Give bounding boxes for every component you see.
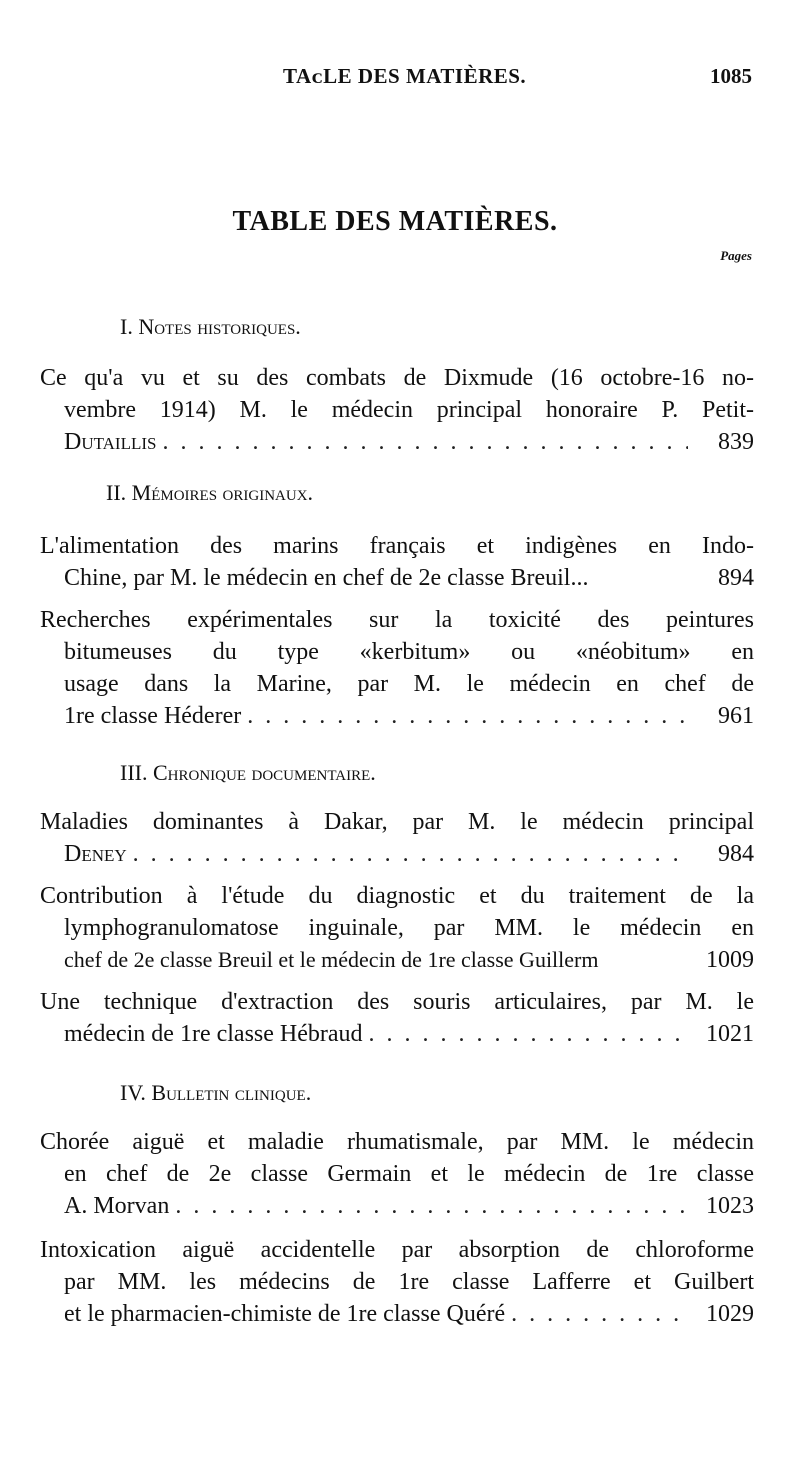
entry-line: 1re classe Héderer <box>64 703 242 729</box>
entry-page: 1009 <box>706 947 754 973</box>
section-heading-memoires-originaux <box>106 480 313 506</box>
dot-leader <box>162 426 688 458</box>
toc-entry <box>40 986 754 1050</box>
entry-line: en chef de 2e classe Germain et le médecin de 1re classe <box>64 1161 754 1187</box>
toc-entry <box>40 880 754 976</box>
entry-page: 1023 <box>706 1193 754 1219</box>
toc-entry <box>40 806 754 870</box>
entry-line: vembre 1914) M. le médecin principal honoraire P. Petit- <box>64 397 754 423</box>
section-numeral: I. <box>120 314 133 339</box>
toc-entry <box>40 1126 754 1222</box>
entry-page: 839 <box>718 429 754 455</box>
entry-line: lymphogranulomatose inguinale, par MM. le médecin en <box>64 915 754 941</box>
entry-line: Recherches expérimentales sur la toxicité des peintures <box>40 607 754 633</box>
entry-page: 961 <box>718 703 754 729</box>
entry-line: et le pharmacien-chimiste de 1re classe Quéré <box>64 1301 506 1327</box>
entry-line: Intoxication aiguë accidentelle par absorption de chloroforme <box>40 1237 754 1263</box>
entry-line: chef de 2e classe Breuil et le médecin de 1re classe Guillerm <box>64 947 599 972</box>
entry-line: bitumeuses du type «kerbitum» ou «néobitum» en <box>64 639 754 665</box>
entry-line: Maladies dominantes à Dakar, par M. le médecin principal <box>40 809 754 835</box>
dot-leader <box>511 1298 688 1330</box>
entry-page: 1021 <box>706 1021 754 1047</box>
entry-line: médecin de 1re classe Hébraud <box>64 1021 363 1047</box>
entry-line: Chine, par M. le médecin en chef de 2e classe Breuil... <box>64 565 589 591</box>
toc-entry <box>40 362 754 458</box>
entry-line: usage dans la Marine, par M. le médecin en chef de <box>64 671 754 697</box>
page-number: 1085 <box>710 64 752 88</box>
section-numeral: IV. <box>120 1080 146 1105</box>
entry-line: par MM. les médecins de 1re classe Lafferre et Guilbert <box>64 1269 754 1295</box>
pages-column-label: Pages <box>720 248 752 263</box>
page-title: TABLE DES MATIÈRES. <box>232 206 558 237</box>
entry-line: Chorée aiguë et maladie rhumatismale, par MM. le médecin <box>40 1129 754 1155</box>
entry-page: 984 <box>718 841 754 867</box>
section-title: Chronique documentaire. <box>152 760 376 785</box>
section-heading-chronique-documentaire <box>120 760 376 786</box>
dot-leader <box>175 1190 688 1222</box>
entry-page: 894 <box>718 565 754 591</box>
section-heading-notes-historiques <box>120 314 301 340</box>
section-title: Bulletin clinique. <box>151 1080 312 1105</box>
section-numeral: II. <box>106 480 127 505</box>
dot-leader <box>133 838 688 870</box>
entry-line: Une technique d'extraction des souris articulaires, par M. le <box>40 989 754 1015</box>
section-title: Mémoires originaux. <box>131 480 314 505</box>
section-heading-bulletin-clinique <box>120 1080 311 1106</box>
running-head <box>0 64 800 96</box>
entry-line: Deney <box>64 841 127 867</box>
entry-line: L'alimentation des marins français et indigènes en Indo- <box>40 533 754 559</box>
dot-leader <box>247 700 688 732</box>
toc-entry <box>40 604 754 732</box>
entry-line: Dutaillis <box>64 429 157 455</box>
entry-line: A. Morvan <box>64 1193 170 1219</box>
section-title: Notes historiques. <box>138 314 301 339</box>
dot-leader <box>369 1018 688 1050</box>
entry-line: Ce qu'a vu et su des combats de Dixmude (16 octobre-16 no- <box>40 365 754 391</box>
entry-page: 1029 <box>706 1301 754 1327</box>
toc-entry <box>40 530 754 594</box>
section-numeral: III. <box>120 760 148 785</box>
running-title: TAᴄLE DES MATIÈRES. <box>283 64 527 88</box>
entry-line: Contribution à l'étude du diagnostic et du traitement de la <box>40 883 754 909</box>
toc-entry <box>40 1234 754 1330</box>
